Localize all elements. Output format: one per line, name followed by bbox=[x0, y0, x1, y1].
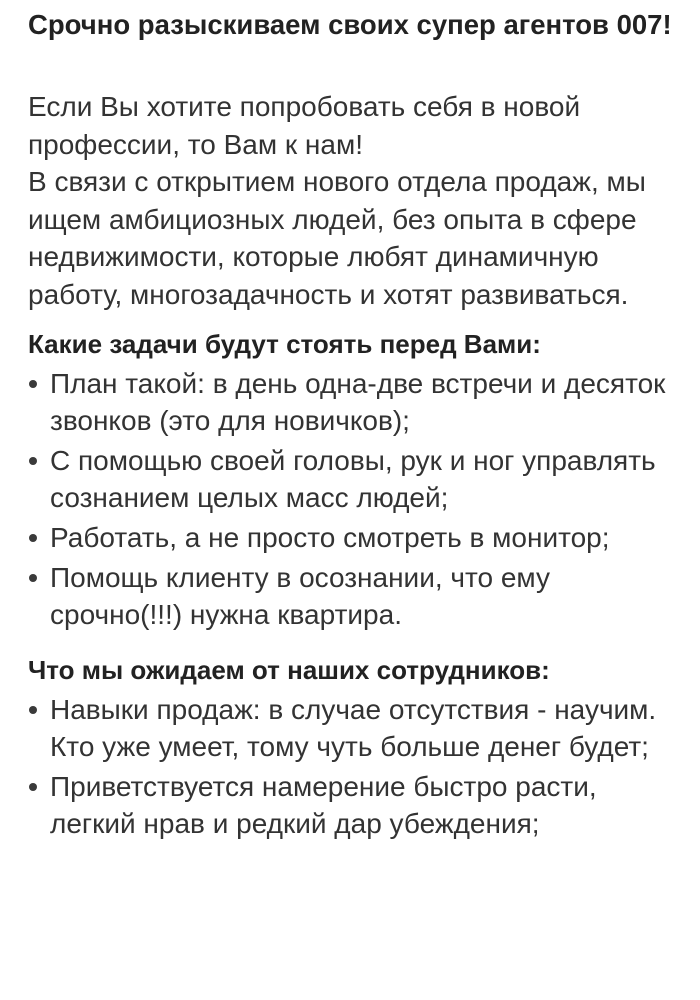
tasks-item-text: С помощью своей головы, рук и ног управлять сознанием целых масс людей; bbox=[50, 445, 656, 513]
expectations-list-item bbox=[28, 691, 672, 765]
tasks-heading: Какие задачи будут стоять перед Вами: bbox=[28, 329, 541, 359]
intro-paragraph-1: Если Вы хотите попробовать себя в новой профессии, то Вам к нам! bbox=[28, 91, 581, 160]
tasks-list-item bbox=[28, 442, 672, 516]
bullet-dot-icon bbox=[29, 706, 37, 714]
expectations-list-item bbox=[28, 768, 672, 842]
tasks-list bbox=[28, 365, 672, 633]
expectations-list bbox=[28, 691, 672, 842]
tasks-item-text: Помощь клиенту в осознании, что ему срочно(!!!) нужна квартира. bbox=[50, 562, 550, 630]
expectations-heading: Что мы ожидаем от наших сотрудников: bbox=[28, 655, 550, 685]
bullet-dot-icon bbox=[29, 574, 37, 582]
tasks-item-text: Работать, а не просто смотреть в монитор; bbox=[50, 522, 610, 553]
intro-paragraph-2: В связи с открытием нового отдела продаж, мы ищем амбициозных людей, без опыта в сфере недвижимости, которые любят динамичную работу, многозадачность и хотят развиваться. bbox=[28, 166, 646, 310]
bullet-dot-icon bbox=[29, 457, 37, 465]
bullet-dot-icon bbox=[29, 380, 37, 388]
post-title: Срочно разыскиваем своих супер агентов 007! bbox=[28, 9, 672, 40]
bullet-dot-icon bbox=[29, 534, 37, 542]
intro-text bbox=[28, 88, 672, 313]
expectations-item-text: Приветствуется намерение быстро расти, легкий нрав и редкий дар убеждения; bbox=[50, 771, 597, 839]
tasks-list-item bbox=[28, 519, 672, 556]
tasks-list-item bbox=[28, 365, 672, 439]
bullet-dot-icon bbox=[29, 783, 37, 791]
expectations-item-text: Навыки продаж: в случае отсутствия - научим. Кто уже умеет, тому чуть больше денег будет; bbox=[50, 694, 657, 762]
tasks-item-text: План такой: в день одна-две встречи и десяток звонков (это для новичков); bbox=[50, 368, 666, 436]
tasks-list-item bbox=[28, 559, 672, 633]
